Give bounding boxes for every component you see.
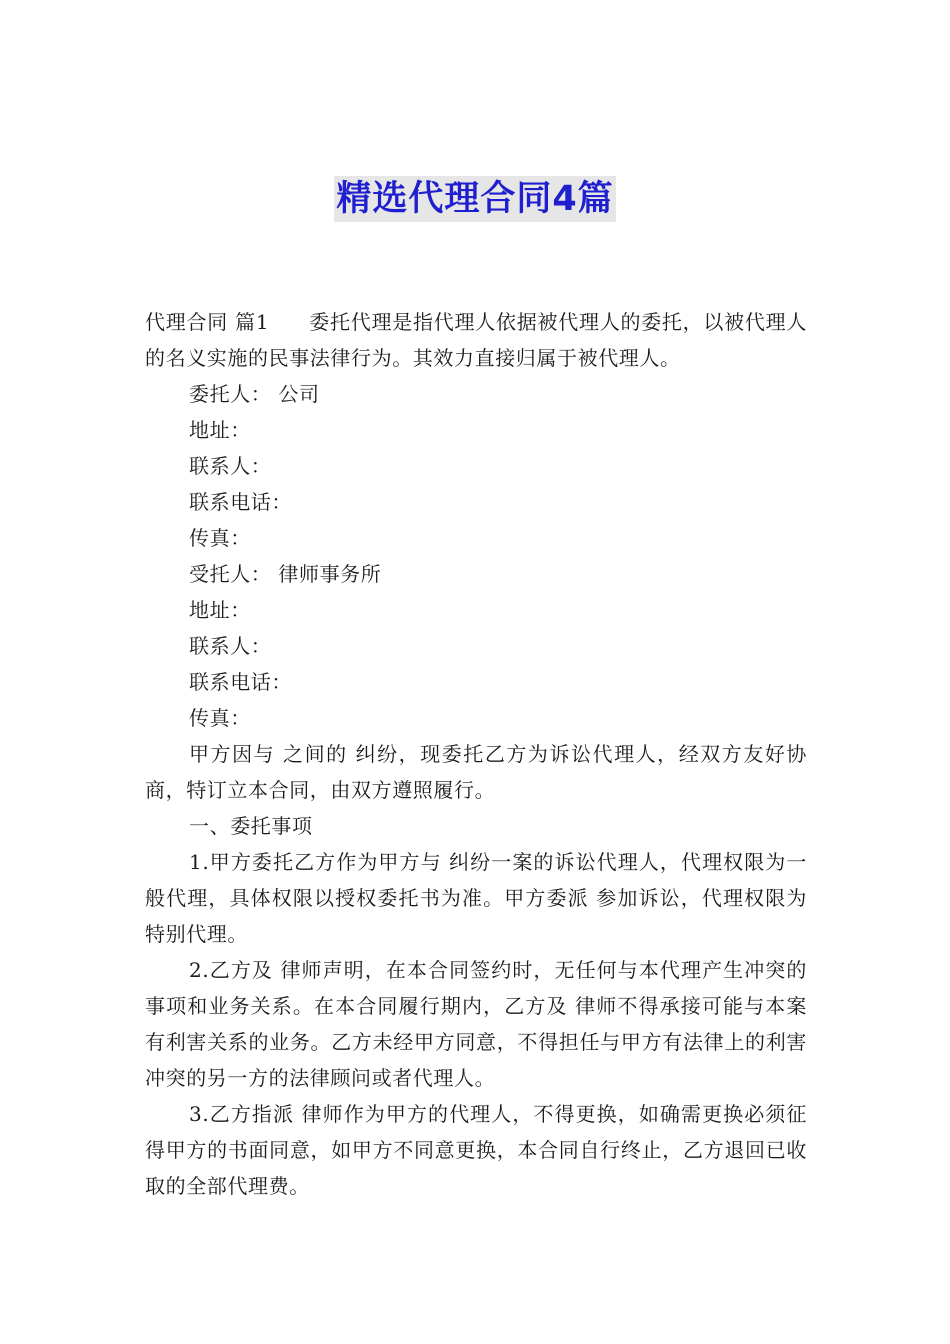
intro-text: 委托代理是指代理人依据被代理人的委托，以被代理人的名义实施的民事法律行为。其效力直接归属于被代理人。 — [145, 310, 807, 370]
clause-1: 1.甲方委托乙方作为甲方与 纠纷一案的诉讼代理人，代理权限为一般代理，具体权限以授权委托书为准。甲方委派 参加诉讼，代理权限为特别代理。 — [145, 850, 807, 946]
document-body — [145, 304, 807, 1204]
intro-paragraph — [145, 304, 807, 376]
agent-phone: 联系电话： — [189, 670, 292, 694]
principal-line — [145, 376, 807, 412]
title-container — [0, 176, 950, 222]
document-title: 精选代理合同4篇 — [334, 176, 615, 222]
agent-label: 受托人： — [189, 562, 272, 586]
intro-label: 代理合同 篇1 — [145, 310, 270, 334]
agent-fax: 传真： — [189, 706, 251, 730]
section-heading: 一、委托事项 — [189, 814, 313, 838]
principal-address: 地址： — [189, 418, 251, 442]
principal-contact: 联系人： — [189, 454, 272, 478]
clause-3: 3.乙方指派 律师作为甲方的代理人，不得更换，如确需更换必须征得甲方的书面同意，如甲方不同意更换，本合同自行终止，乙方退回已收取的全部代理费。 — [145, 1102, 807, 1198]
principal-label: 委托人： — [189, 382, 272, 406]
preamble-paragraph: 甲方因与 之间的 纠纷，现委托乙方为诉讼代理人，经双方友好协商，特订立本合同，由双方遵照履行。 — [145, 742, 807, 802]
principal-phone: 联系电话： — [189, 490, 292, 514]
agent-line — [145, 556, 807, 592]
agent-contact: 联系人： — [189, 634, 272, 658]
principal-fax: 传真： — [189, 526, 251, 550]
agent-address: 地址： — [189, 598, 251, 622]
clause-2: 2.乙方及 律师声明，在本合同签约时，无任何与本代理产生冲突的事项和业务关系。在本合同履行期内，乙方及 律师不得承接可能与本案有利害关系的业务。乙方未经甲方同意，不得担任与甲方有法律上的利害冲突的另一方的法律顾问或者代理人。 — [145, 958, 807, 1090]
agent-value: 律师事务所 — [278, 562, 382, 586]
principal-value: 公司 — [278, 382, 320, 406]
